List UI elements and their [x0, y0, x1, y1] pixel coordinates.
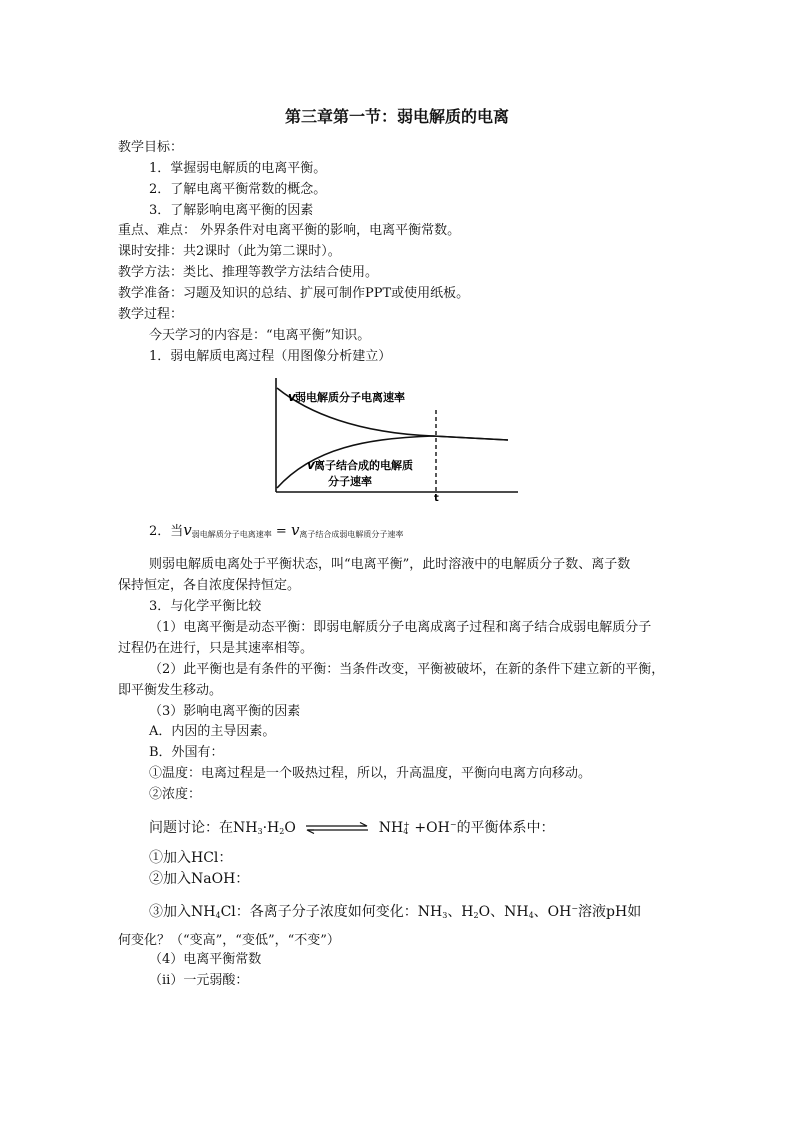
- discuss-prefix: 问题讨论：在: [149, 820, 233, 836]
- x-axis-t-label: t: [434, 493, 439, 502]
- point-2: （2）此平衡也是有条件的平衡：当条件改变，平衡被破坏，在新的条件下建立新的平衡，: [149, 662, 665, 677]
- oh-formula: +OH: [409, 820, 450, 836]
- top-curve-label: 弱电解质分子电离速率: [295, 391, 405, 404]
- external-factors: B．外国有：: [149, 745, 224, 760]
- q3-sub-4a: 4: [215, 911, 221, 920]
- q3-b: Cl：各离子分子浓度如何变化：NH: [220, 904, 443, 920]
- add-nh4cl: [149, 900, 641, 925]
- discussion-equation: [149, 816, 555, 841]
- q3-f: 溶液pH如: [578, 904, 642, 920]
- h2o-formula: ·H: [262, 820, 280, 836]
- objective-2: 2．了解电离平衡常数的概念。: [149, 182, 327, 197]
- point-4: （4）电离平衡常数: [149, 952, 262, 967]
- q3-sub-2: 2: [473, 911, 479, 920]
- concentration-factor: ②浓度：: [149, 787, 202, 802]
- temperature-factor: ①温度：电离过程是一个吸热过程，所以，升高温度，平衡向电离方向移动。: [149, 766, 592, 781]
- bottom-curve-label-2: 分子速率: [328, 475, 372, 488]
- oh-sup: −: [449, 820, 457, 829]
- internal-factor: A．内因的主导因素。: [149, 724, 276, 739]
- bottom-curve-v: v: [307, 458, 315, 472]
- eq2-v2: v: [290, 521, 300, 539]
- key-points: 重点、难点： 外界条件对电离平衡的影响，电离平衡常数。: [118, 223, 461, 238]
- q3-d: O、NH: [478, 904, 529, 920]
- equilibrium-arrows-icon: [304, 822, 370, 834]
- add-hcl: ①加入HCl：: [149, 850, 233, 866]
- eq2-sub2: 离子结合成弱电解质分子速率: [299, 530, 404, 539]
- teaching-preparation: 教学准备：习题及知识的总结、扩展可制作PPT或使用纸板。: [118, 286, 470, 301]
- eq2-v1: v: [183, 521, 192, 539]
- discuss-suffix: 的平衡体系中：: [456, 820, 555, 836]
- section-3-heading: 3．与化学平衡比较: [149, 599, 262, 614]
- point-3: （3）影响电离平衡的因素: [149, 704, 301, 719]
- bottom-curve-label-1: 离子结合成的电解质: [314, 459, 413, 472]
- rate-chart-svg: [268, 378, 528, 502]
- nh4-sub: 4: [403, 827, 409, 836]
- q3-c: 、H: [447, 904, 474, 920]
- nh3-formula: NH: [233, 820, 258, 836]
- o-formula: O: [284, 820, 296, 836]
- h2o-sub: 2: [279, 827, 285, 836]
- point-2-cont: 即平衡发生移动。: [118, 683, 223, 698]
- monoprotic-weak-acid: （ⅱ）一元弱酸：: [149, 973, 249, 988]
- section-1-heading: 1．弱电解质电离过程（用图像分析建立）: [149, 349, 392, 364]
- objective-1: 1．掌握弱电解质的电离平衡。: [149, 161, 327, 176]
- process-heading: 教学过程：: [118, 307, 184, 322]
- nh3-sub: 3: [257, 827, 263, 836]
- nh4-formula: NH: [378, 820, 404, 836]
- eq2-sub1: 弱电解质分子电离速率: [191, 530, 272, 539]
- schedule: 课时安排：共2课时（此为第二课时）。: [118, 244, 341, 259]
- equilibrium-definition: 则弱电解质电离处于平衡状态，叫“电离平衡”，此时溶液中的电解质分子数、离子数: [149, 557, 631, 572]
- q3-sub-4b: 4: [528, 911, 534, 920]
- q3-e: 、OH: [533, 904, 572, 920]
- q3-a: ③加入NH: [149, 904, 216, 920]
- add-nh4cl-cont: 何变化？（“变高”，“变低”，“不变”）: [118, 933, 340, 948]
- q3-sup-minus: −: [571, 904, 579, 913]
- equal-rate-condition: [149, 521, 403, 544]
- teaching-method: 教学方法：类比、推理等教学方法结合使用。: [118, 265, 379, 280]
- rate-time-chart: [268, 378, 528, 506]
- q3-sub-3: 3: [442, 911, 448, 920]
- point-1: （1）电离平衡是动态平衡：即弱电解质分子电离成离子过程和离子结合成弱电解质分子: [149, 620, 652, 635]
- today-content: 今天学习的内容是：“电离平衡”知识。: [149, 328, 371, 343]
- eq2-equals: =: [271, 524, 291, 539]
- page-title: 第三章第一节：弱电解质的电离: [284, 107, 509, 126]
- equilibrium-definition-cont: 保持恒定，各自浓度保持恒定。: [118, 578, 301, 593]
- point-1-cont: 过程仍在进行，只是其速率相等。: [118, 641, 314, 656]
- objectives-heading: 教学目标：: [118, 140, 184, 155]
- top-curve-v: v: [288, 390, 296, 404]
- eq2-prefix: 2．当: [149, 524, 184, 539]
- objective-3: 3．了解影响电离平衡的因素: [149, 203, 314, 218]
- nh4-sup: +: [403, 820, 410, 829]
- add-naoh: ②加入NaOH：: [149, 871, 250, 887]
